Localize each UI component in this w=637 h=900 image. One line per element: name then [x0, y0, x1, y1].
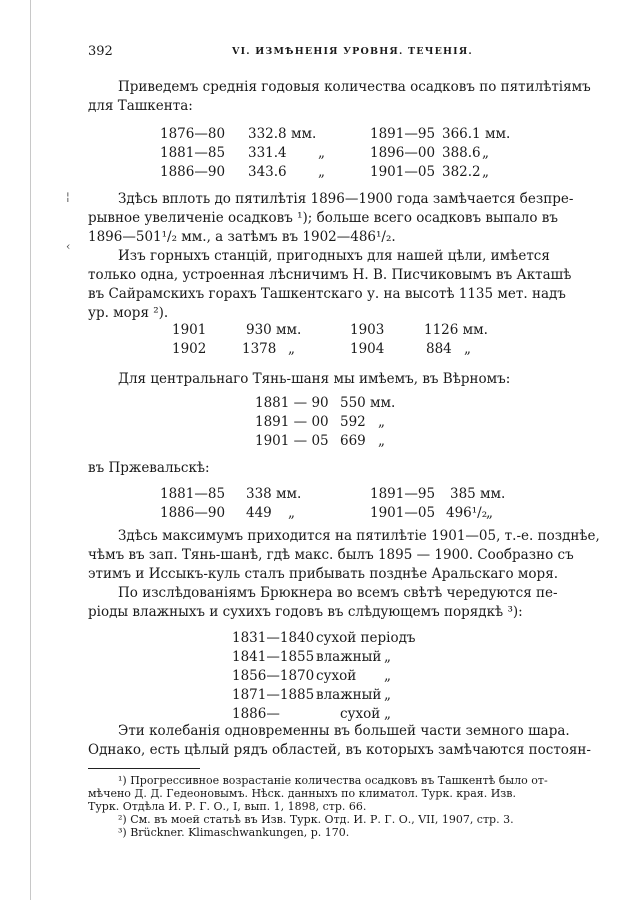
- para4-line-1: Здѣсь максимумъ приходится на пятилѣтіе 1901—05, т.-е. позднѣе,: [118, 528, 600, 544]
- para4-line-2: чѣмъ въ зап. Тянь-шанѣ, гдѣ макс. былъ 1895 — 1900. Сообразно съ: [88, 547, 574, 563]
- table-cell: 1886—: [232, 706, 280, 722]
- table-cell: 1841—1855: [232, 649, 315, 665]
- margin-mark: ¦: [66, 190, 70, 203]
- przhevalsk-label: въ Пржевальскѣ:: [88, 460, 210, 476]
- para5-line-2: ріоды влажныхъ и сухихъ годовъ въ слѣдующемъ порядкѣ ³):: [88, 604, 523, 620]
- para6-line-2: Однако, есть цѣлый рядъ областей, въ которыхъ замѣчаются постоян-: [88, 742, 591, 758]
- para2-line-4: ур. моря ²).: [88, 305, 169, 321]
- para2-line-2: только одна, устроенная лѣсничимъ Н. В. Писчиковымъ въ Акташѣ: [88, 267, 572, 283]
- table-cell: 1881—85: [160, 486, 226, 502]
- table-cell: 343.6: [248, 164, 287, 180]
- table-cell: 884: [426, 341, 452, 357]
- table-cell: 338 мм.: [246, 486, 302, 502]
- para6-line-1: Эти колебанія одновременны въ большей части земного шара.: [118, 723, 570, 739]
- footnote-1-line-2: мѣчено Д. Д. Гедеоновымъ. Нѣск. данныхъ по климатол. Турк. края. Изв.: [88, 787, 517, 800]
- table-cell: 1891—95: [370, 486, 436, 502]
- table-row: [0, 395, 637, 413]
- table-cell: 382.2: [442, 164, 481, 180]
- table-cell: „: [288, 505, 295, 521]
- table-cell: 496¹/₂: [446, 505, 488, 521]
- table-cell: „: [384, 687, 391, 703]
- table-row: [0, 433, 637, 451]
- table-cell: влажный: [316, 649, 382, 665]
- table-row: [0, 649, 637, 667]
- table-cell: 1903: [350, 322, 385, 338]
- table-cell: 1126 мм.: [424, 322, 488, 338]
- table-cell: 1886—90: [160, 164, 226, 180]
- table-row: [0, 322, 637, 340]
- table-cell: 366.1 мм.: [442, 126, 511, 142]
- footnote-rule: [88, 768, 200, 769]
- table-cell: 592: [340, 414, 366, 430]
- table-cell: 385 мм.: [450, 486, 506, 502]
- table-row: [0, 668, 637, 686]
- table-cell: 331.4: [248, 145, 287, 161]
- table-row: [0, 687, 637, 705]
- para1-line-1: Здѣсь вплоть до пятилѣтія 1896—1900 года замѣчается безпре-: [118, 191, 574, 207]
- table-cell: 930 мм.: [246, 322, 302, 338]
- table-cell: 1904: [350, 341, 385, 357]
- table-cell: 1876—80: [160, 126, 226, 142]
- table-cell: 388.6: [442, 145, 481, 161]
- table-cell: 669: [340, 433, 366, 449]
- table-cell: 1886—90: [160, 505, 226, 521]
- footnote-3: ³) Brückner. Klimaschwankungen, p. 170.: [118, 826, 350, 839]
- intro-line-1: Приведемъ среднія годовыя количества осадковъ по пятилѣтіямъ: [118, 79, 591, 95]
- table-cell: сухой: [316, 668, 357, 684]
- table-cell: „: [288, 341, 295, 357]
- table-cell: „: [482, 145, 489, 161]
- table-cell: 1896—00: [370, 145, 436, 161]
- para1-line-3: 1896—501¹/₂ мм., а затѣмъ въ 1902—486¹/₂.: [88, 229, 396, 245]
- footnote-1-line-1: ¹) Прогрессивное возрастаніе количества осадковъ въ Ташкентѣ было от-: [118, 774, 548, 787]
- table-cell: 1901—05: [370, 505, 436, 521]
- table-cell: „: [318, 145, 325, 161]
- table-row: [0, 145, 637, 163]
- table-row: [0, 341, 637, 359]
- table-cell: 332.8 мм.: [248, 126, 317, 142]
- para5-line-1: По изслѣдованіямъ Брюкнера во всемъ свѣтѣ чередуются пе-: [118, 585, 558, 601]
- para4-line-3: этимъ и Иссыкъ-куль сталъ прибывать позднѣе Аральскаго моря.: [88, 566, 559, 582]
- table-cell: 550 мм.: [340, 395, 396, 411]
- table-cell: „: [482, 164, 489, 180]
- table-cell: „: [378, 433, 385, 449]
- table-cell: „: [384, 706, 391, 722]
- table-row: [0, 505, 637, 523]
- table-cell: „: [486, 505, 493, 521]
- table-cell: 1871—1885: [232, 687, 315, 703]
- table-row: [0, 630, 637, 648]
- footnote-1-line-3: Турк. Отдѣла И. Р. Г. О., I, вып. 1, 1898, стр. 66.: [88, 800, 367, 813]
- table-cell: „: [384, 649, 391, 665]
- para1-line-2: рывное увеличеніе осадковъ ¹); больше всего осадковъ выпало въ: [88, 210, 558, 226]
- table-row: [0, 164, 637, 182]
- margin-mark: ‹: [66, 240, 71, 253]
- table-cell: „: [378, 414, 385, 430]
- table-cell: „: [464, 341, 471, 357]
- table-cell: 1891—95: [370, 126, 436, 142]
- table-cell: „: [318, 164, 325, 180]
- page-number: 392: [88, 44, 113, 59]
- table-cell: 449: [246, 505, 272, 521]
- para2-line-1: Изъ горныхъ станцій, пригодныхъ для нашей цѣли, имѣется: [118, 248, 550, 264]
- table-row: [0, 486, 637, 504]
- table-cell: влажный: [316, 687, 382, 703]
- running-head: VI. ИЗМѢНЕНІЯ УРОВНЯ. ТЕЧЕНІЯ.: [232, 46, 473, 57]
- table-cell: 1856—1870: [232, 668, 315, 684]
- table-cell: 1881 — 90: [255, 395, 329, 411]
- table-row: [0, 126, 637, 144]
- table-cell: 1901: [172, 322, 207, 338]
- table-cell: 1891 — 00: [255, 414, 329, 430]
- table-cell: 1902: [172, 341, 207, 357]
- intro-line-2: для Ташкента:: [88, 98, 193, 114]
- table-cell: „: [384, 668, 391, 684]
- table-cell: 1378: [242, 341, 277, 357]
- table-cell: 1831—1840: [232, 630, 315, 646]
- table-cell: сухой: [340, 706, 381, 722]
- para3: Для центральнаго Тянь-шаня мы имѣемъ, въ Вѣрномъ:: [118, 371, 511, 387]
- footnote-2: ²) См. въ моей статьѣ въ Изв. Турк. Отд. И. Р. Г. О., VII, 1907, стр. 3.: [118, 813, 514, 826]
- para2-line-3: въ Сайрамскихъ горахъ Ташкентскаго у. на высотѣ 1135 мет. надъ: [88, 286, 566, 302]
- table-cell: сухой періодъ: [316, 630, 416, 646]
- table-row: [0, 414, 637, 432]
- table-cell: 1901—05: [370, 164, 436, 180]
- table-cell: 1881—85: [160, 145, 226, 161]
- table-cell: 1901 — 05: [255, 433, 329, 449]
